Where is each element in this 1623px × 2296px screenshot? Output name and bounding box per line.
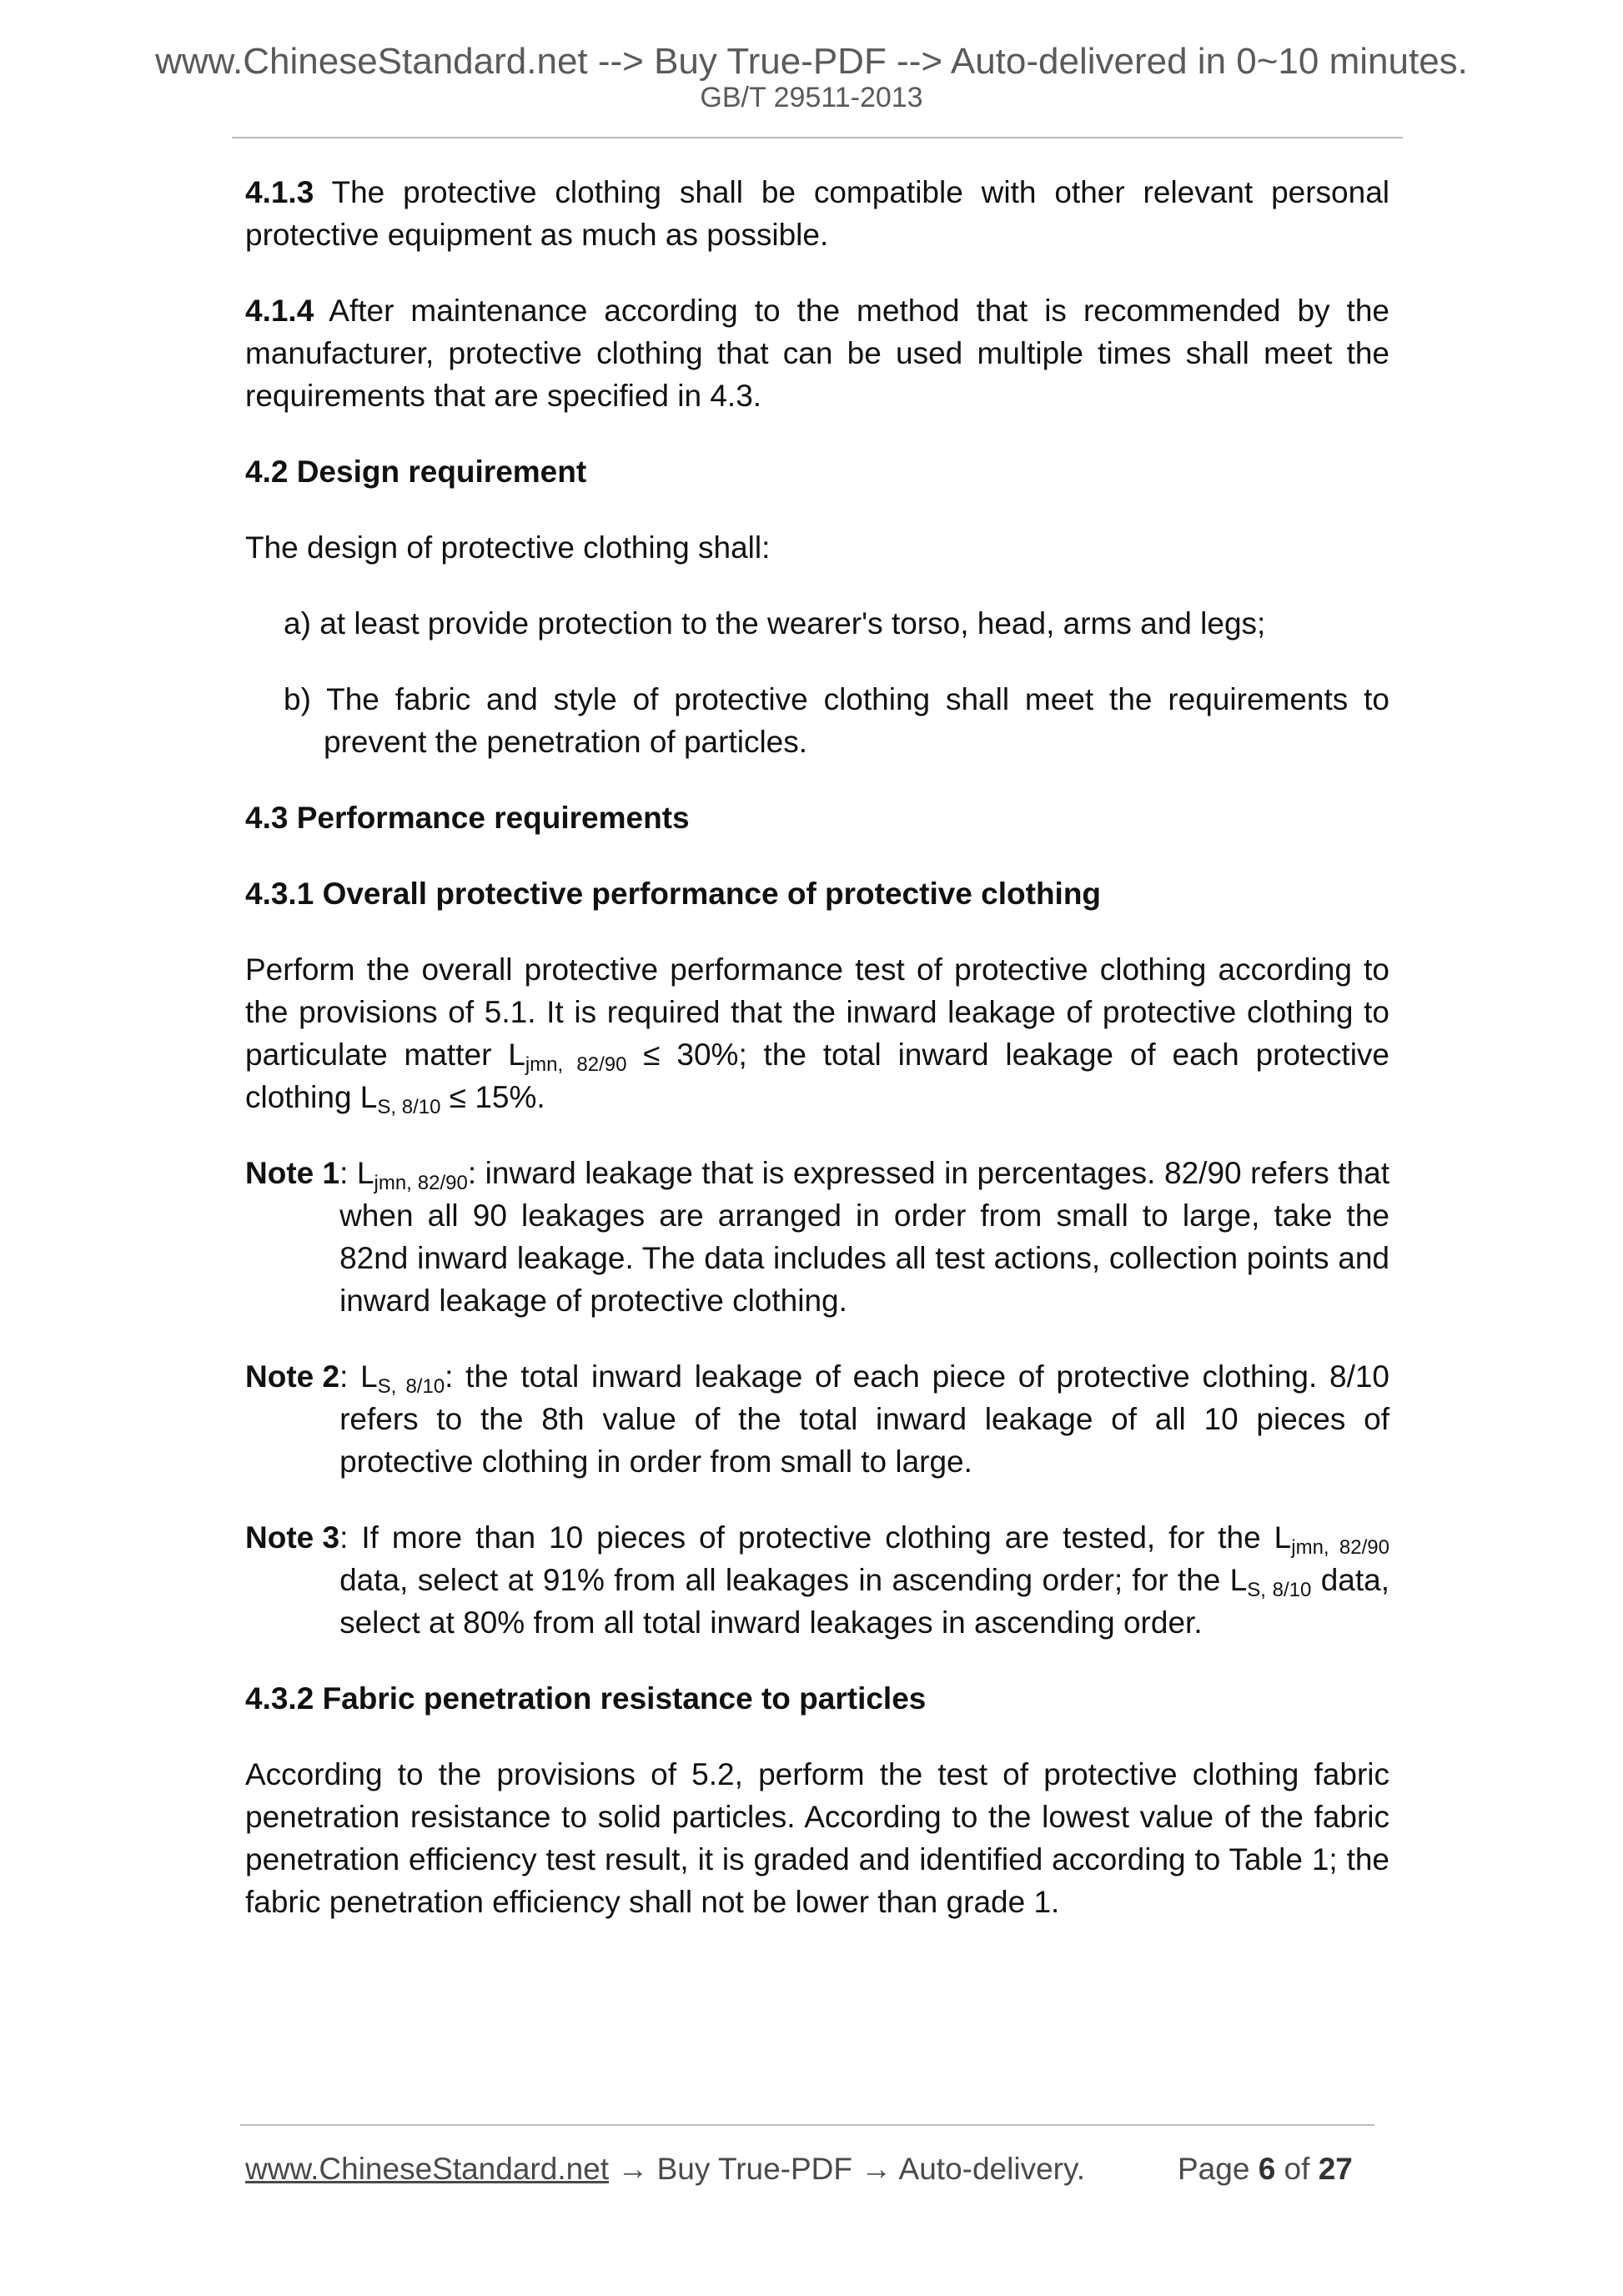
text-run: : L xyxy=(339,1156,374,1190)
clause-number: 4.1.4 xyxy=(245,294,314,328)
subscript: jmn, 82/90 xyxy=(525,1053,627,1076)
heading-4-3-1: 4.3.1 Overall protective performance of protective clothing xyxy=(245,877,1102,911)
text-run: If more than 10 pieces of protective clothing are tested, for the L xyxy=(361,1520,1292,1555)
subscript: S, 8/10 xyxy=(1247,1579,1312,1601)
note-label-text: Note 1 xyxy=(245,1156,340,1190)
note-label xyxy=(245,1516,339,1644)
of-label: of xyxy=(1275,2152,1319,2186)
subscript: S, 8/10 xyxy=(377,1096,441,1118)
page-total: 27 xyxy=(1318,2152,1353,2186)
page-label: Page xyxy=(1178,2152,1259,2186)
subscript: jmn, 82/90 xyxy=(374,1172,468,1194)
list-text: at least provide protection to the wearer's torso, head, arms and legs; xyxy=(319,606,1266,641)
arrow-icon: → xyxy=(852,2152,899,2186)
note-body xyxy=(339,1152,1389,1322)
list-text: The fabric and style of protective clothing shall meet the requirements to prevent the penetration of particles. xyxy=(324,682,1389,759)
page-number: 6 xyxy=(1258,2152,1276,2186)
arrow-icon: → xyxy=(609,2152,657,2186)
fabric-penetration-paragraph: According to the provisions of 5.2, perform the test of protective clothing fabric penetration resistance to solid particles. According to the lowest value of the fabric penetration efficiency test result, it is graded and identified according to Table 1; the fabric penetration efficiency shall not be lower than grade 1. xyxy=(245,1757,1389,1919)
list-item-b xyxy=(284,678,1389,763)
note-label-text: Note 2 xyxy=(245,1359,340,1394)
text-run: : xyxy=(339,1520,362,1555)
design-intro: The design of protective clothing shall: xyxy=(245,530,771,565)
header-divider xyxy=(232,137,1403,138)
note-2 xyxy=(245,1355,1389,1483)
heading-4-3: 4.3 Performance requirements xyxy=(245,801,690,835)
clause-text: After maintenance according to the method that is recommended by the manufacturer, protective clothing that can be used multiple times shall meet the requirements that are specified in 4.3. xyxy=(245,294,1389,413)
overall-performance-paragraph xyxy=(245,948,1389,1118)
text-run: : L xyxy=(339,1359,378,1394)
text-run: : inward leakage that is expressed in percentages. 82/90 refers that when all 90 leakages are arranged in order from small to large, take the 82nd inward leakage. The data includes all test actions, collection points and inward leakage of protective clothing. xyxy=(339,1156,1389,1318)
note-body xyxy=(339,1516,1389,1644)
note-1 xyxy=(245,1152,1389,1322)
subscript: jmn, 82/90 xyxy=(1291,1536,1389,1559)
buy-link[interactable]: Buy True-PDF xyxy=(656,2152,853,2186)
page-content xyxy=(245,171,1389,1957)
clause-text: The protective clothing shall be compatible with other relevant personal protective equipment as much as possible. xyxy=(245,175,1389,252)
footer-links xyxy=(245,2152,1085,2187)
heading-4-2: 4.2 Design requirement xyxy=(245,455,587,489)
clause-4-1-4 xyxy=(245,289,1389,417)
list-label: a) xyxy=(284,606,320,641)
subscript: S, 8/10 xyxy=(377,1375,445,1398)
note-label xyxy=(245,1355,339,1483)
delivery-link[interactable]: Auto-delivery. xyxy=(898,2152,1086,2186)
note-3 xyxy=(245,1516,1389,1644)
text-run: : the total inward leakage of each piece of protective clothing. 8/10 refers to the 8th value of the total inward leakage of all 10 pieces of protective clothing in order from small to large. xyxy=(339,1359,1390,1479)
document-code: GB/T 29511-2013 xyxy=(700,82,923,113)
text-run: ≤ 30%; the total inward leakage of each protective clothing L xyxy=(245,1037,1389,1114)
text-run: data, select at 91% from all leakages in ascending order; for the L xyxy=(339,1563,1248,1597)
text-run: ≤ 15%. xyxy=(440,1080,545,1114)
text-run: Perform the overall protective performance test of protective clothing according to the provisions of 5.1. It is required that the inward leakage of protective clothing to particulate matter L xyxy=(245,952,1389,1072)
list-label: b) xyxy=(284,682,327,716)
clause-number: 4.1.3 xyxy=(245,175,314,209)
top-banner[interactable]: www.ChineseStandard.net --> Buy True-PDF --> Auto-delivered in 0~10 minutes. xyxy=(155,41,1468,82)
clause-4-1-3 xyxy=(245,171,1389,256)
text-run: data, select at 80% from all total inward leakages in ascending order. xyxy=(339,1563,1389,1640)
heading-4-3-2: 4.3.2 Fabric penetration resistance to particles xyxy=(245,1681,927,1716)
list-item-a xyxy=(284,602,1389,645)
note-label xyxy=(245,1152,339,1322)
page-indicator xyxy=(1178,2152,1353,2187)
note-body xyxy=(339,1355,1389,1483)
site-link[interactable]: www.ChineseStandard.net xyxy=(245,2152,610,2186)
note-label-text: Note 3 xyxy=(245,1520,340,1555)
footer-divider xyxy=(240,2124,1374,2126)
